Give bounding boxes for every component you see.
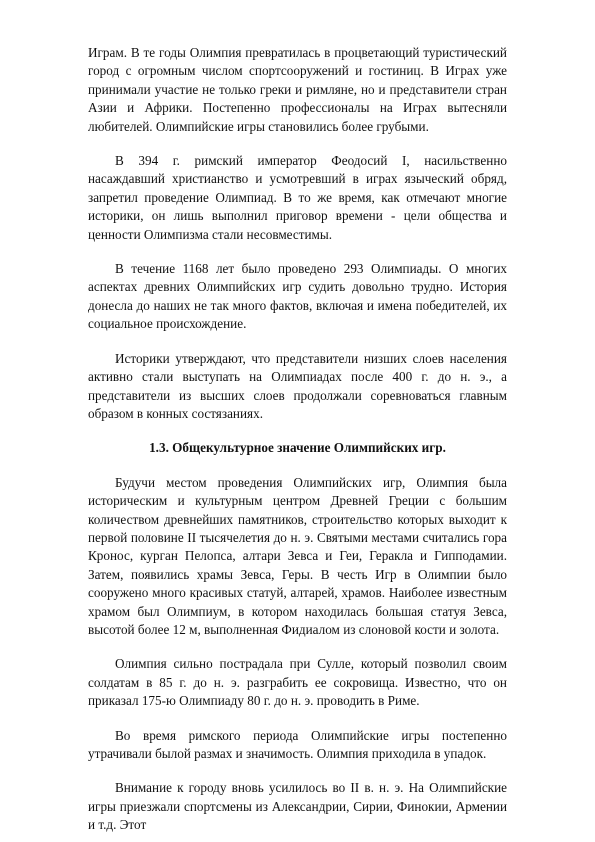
paragraph-7: Во время римского периода Олимпийские игры постепенно утрачивали былой размах и значимость. Олимпия приходила в упадок. [88,727,507,761]
document-page [88,44,507,835]
section-heading: 1.3. Общекультурное значение Олимпийских игр. [149,440,446,456]
paragraph-2: В 394 г. римский император Феодосий I, насильственно насаждавший христианство и усмотревший в играх языческий обряд, запретил проведение Олимпиад. В то же время, как отмечают многие историки, он лишь выполнил приговор времени - цели общества и ценности Олимпизма стали несовместимы. [88,153,507,242]
paragraph-8: Внимание к городу вновь усилилось во II в. н. э. На Олимпийские игры приезжали спортсмены из Александрии, Сирии, Финокии, Армении и т.д. Этот [88,780,507,833]
paragraph-4: Историки утверждают, что представители низших слоев населения активно стали выступать на Олимпиадах после 400 г. до н. э., а представители из высших слоев продолжали соревноваться главным образом в конных состязаниях. [88,350,507,421]
paragraph-5: Будучи местом проведения Олимпийских игр, Олимпия была историческим и культурным центром Древней Греции с большим количеством древнейших памятников, строительство которых выходит к первой половине II тысячелетия до н. э. Святыми местами считались гора Кронос, курган Пелопса, алтари Зевса и Геи, Геракла и Гипподамии. Затем, появились храмы Зевса, Геры. В честь Игр в Олимпии было сооружено много красивых статуй, алтарей, храмов. Наиболее известным храмом был Олимпиум, в котором находилась большая статуя Зевса, высотой более 12 м, выполненная Фидиалом из слоновой кости и золота. [88,474,507,637]
paragraph-3: В течение 1168 лет было проведено 293 Олимпиады. О многих аспектах древних Олимпийских игр судить довольно трудно. История донесла до наших не так много фактов, включая и имена победителей, их социальное происхождение. [88,261,507,332]
paragraph-1: Играм. В те годы Олимпия превратилась в процветающий туристический город с огромным числом спортсооружений и гостиниц. В Играх уже принимали участие не только греки и римляне, но и представители стран Азии и Африки. Постепенно профессионалы на Играх вытесняли любителей. Олимпийские игры становились более грубыми. [88,45,507,134]
paragraph-6: Олимпия сильно пострадала при Сулле, который позволил своим солдатам в 85 г. до н. э. разграбить ее сокровища. Известно, что он приказал 175-ю Олимпиаду 80 г. до н. э. проводить в Риме. [88,656,507,709]
